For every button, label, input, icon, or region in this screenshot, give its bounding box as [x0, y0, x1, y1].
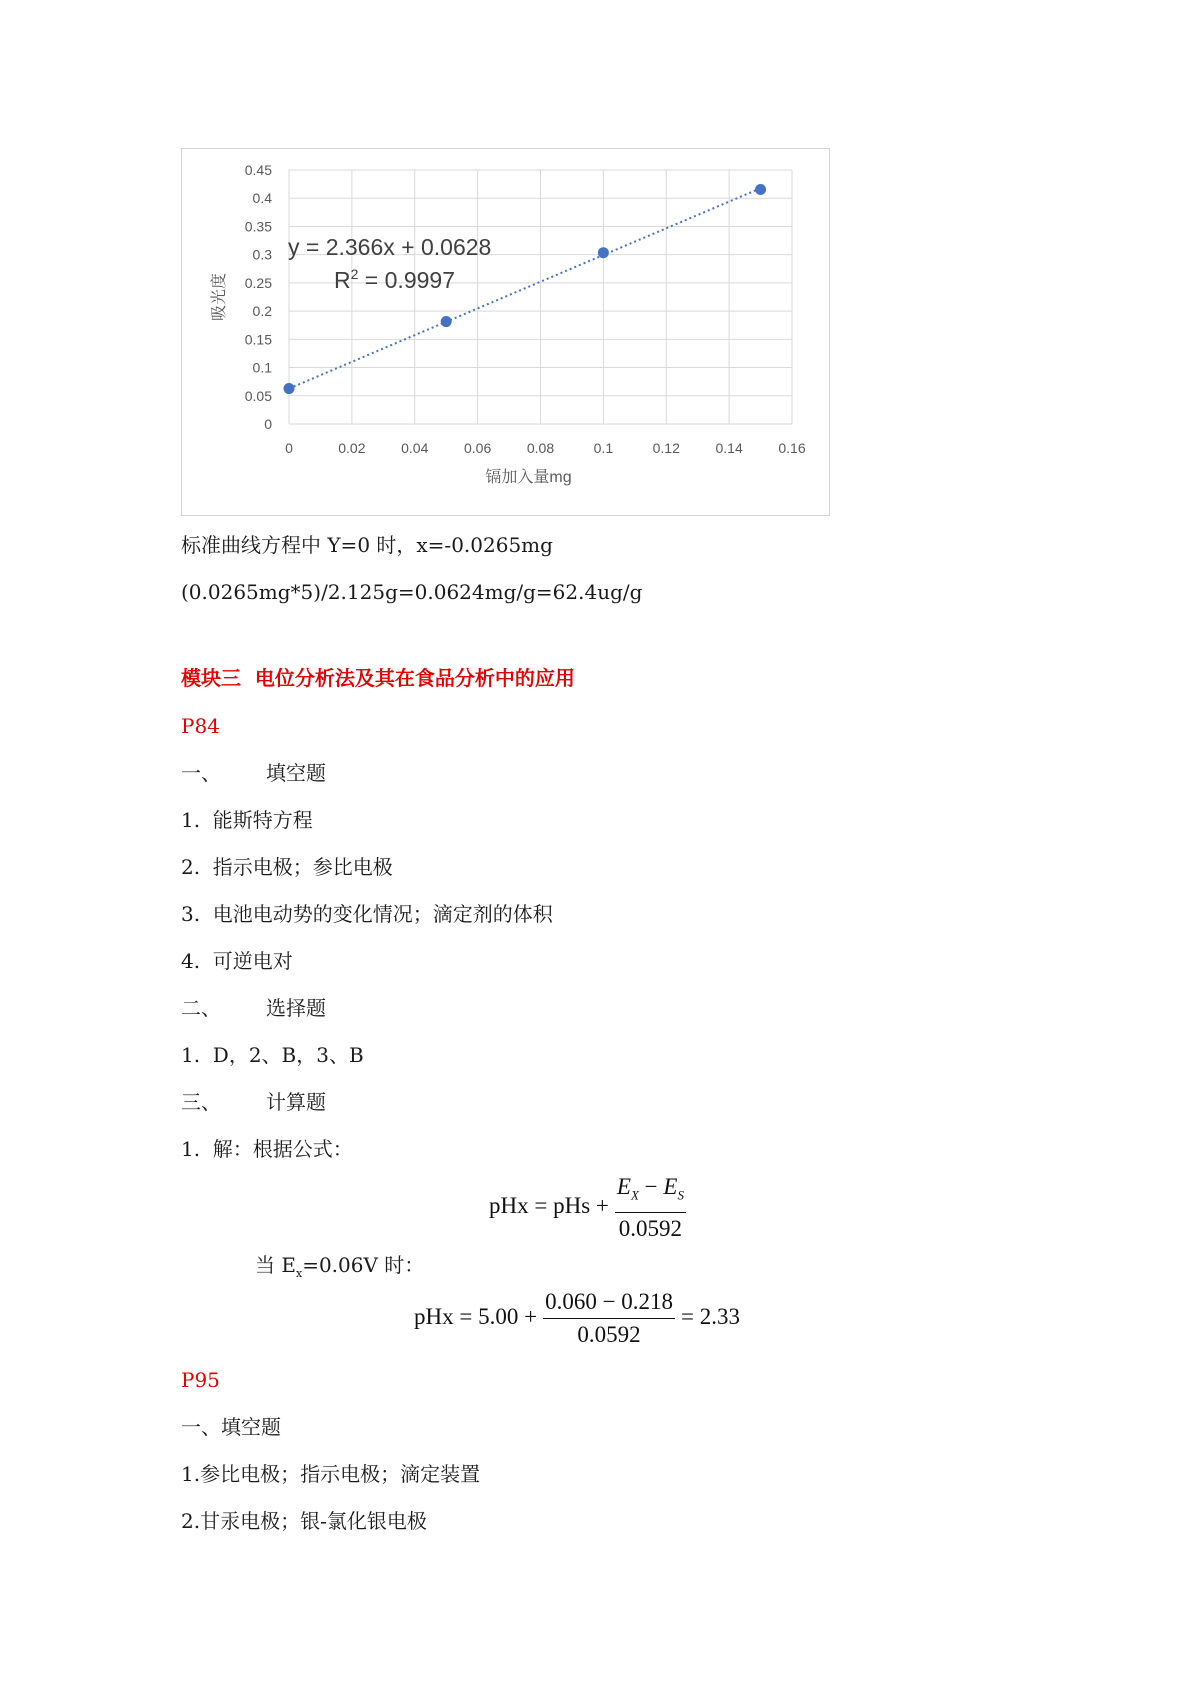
formula-result: = 2.33 [681, 1303, 741, 1329]
x-tick-label: 0.1 [593, 440, 614, 456]
nernst-ph-formula [489, 1173, 692, 1243]
y-tick-label: 0 [264, 416, 272, 432]
formula-denominator: 0.0592 [577, 1322, 641, 1347]
x-tick-label: 0.08 [526, 440, 555, 456]
section-title: 填空题 [266, 761, 326, 785]
formula-denominator: 0.0592 [618, 1215, 683, 1241]
y-tick-label: 0.1 [252, 359, 272, 376]
section-number: 三、 [181, 1090, 221, 1114]
answer-item: 3. 电池电动势的变化情况；滴定剂的体积 [181, 902, 553, 926]
formula-lhs: pHx = 5.00 + [414, 1303, 538, 1329]
x-tick-label: 0 [285, 440, 293, 456]
y-tick-label: 0.15 [244, 331, 272, 348]
x-tick-label: 0.16 [778, 440, 806, 456]
section-calc-heading [181, 1090, 326, 1114]
formula-numerator: $E_X - E_S$ [615, 1173, 686, 1213]
r-squared-label: $R^2 = 0.9997$ [334, 266, 455, 293]
section-fill-heading [181, 761, 326, 785]
trendline-equation: y = 2.366x + 0.0628 [288, 234, 492, 260]
answer-item: 2.甘汞电极；银-氯化银电极 [181, 1509, 427, 1533]
y-tick-label: 0.2 [252, 303, 272, 320]
data-point [755, 184, 766, 195]
x-tick-label: 0.04 [401, 440, 429, 456]
section-fill-heading: 一、填空题 [181, 1415, 281, 1439]
section-number: 二、 [181, 996, 221, 1020]
formula-fraction [543, 1288, 675, 1349]
choice-answers: 1. D，2、B，3、B [181, 1043, 364, 1067]
x-axis-title: 镉加入量mg [485, 469, 572, 486]
y-tick-label: 0.05 [244, 387, 272, 404]
data-point [284, 383, 295, 394]
page-ref-p95: P95 [181, 1368, 220, 1392]
formula-fraction [615, 1173, 686, 1243]
chart-svg [182, 149, 829, 515]
answer-item: 1.参比电极；指示电极；滴定装置 [181, 1462, 481, 1486]
x-tick-label: 0.02 [338, 440, 366, 456]
y-tick-label: 0.35 [244, 218, 272, 235]
x-tick-label: 0.14 [715, 440, 743, 456]
calibration-chart [181, 148, 830, 516]
data-point [441, 316, 452, 327]
formula-numerator: 0.060 − 0.218 [543, 1288, 675, 1319]
data-point [598, 247, 609, 258]
module-title: 模块三 电位分析法及其在食品分析中的应用 [181, 666, 575, 690]
formula-lhs: pHx = pHs + [489, 1193, 609, 1219]
concentration-calc: (0.0265mg*5)/2.125g=0.0624mg/g=62.4ug/g [181, 580, 643, 604]
section-title: 计算题 [266, 1090, 326, 1114]
x-tick-label: 0.06 [464, 440, 492, 456]
section-choice-heading [181, 996, 326, 1020]
answer-item: 2. 指示电极；参比电极 [181, 855, 393, 879]
y-tick-label: 0.4 [252, 190, 272, 207]
answer-item: 4. 可逆电对 [181, 949, 293, 973]
calibration-note: 标准曲线方程中 Y=0 时，x=-0.0265mg [181, 533, 553, 557]
y-axis-title: 吸光度 [211, 272, 228, 322]
section-number: 一、 [181, 761, 221, 785]
y-tick-label: 0.3 [252, 246, 272, 263]
y-tick-label: 0.25 [244, 274, 272, 291]
calc-intro: 1. 解：根据公式： [181, 1137, 353, 1161]
y-tick-label: 0.45 [244, 162, 272, 178]
condition-line: 当 $E_x=0.06V$ 时： [255, 1253, 425, 1280]
answer-item: 1. 能斯特方程 [181, 808, 313, 832]
section-title: 选择题 [266, 996, 326, 1020]
x-tick-label: 0.12 [652, 440, 680, 456]
page-ref-p84: P84 [181, 714, 220, 738]
ph-calculation-formula [414, 1288, 740, 1349]
